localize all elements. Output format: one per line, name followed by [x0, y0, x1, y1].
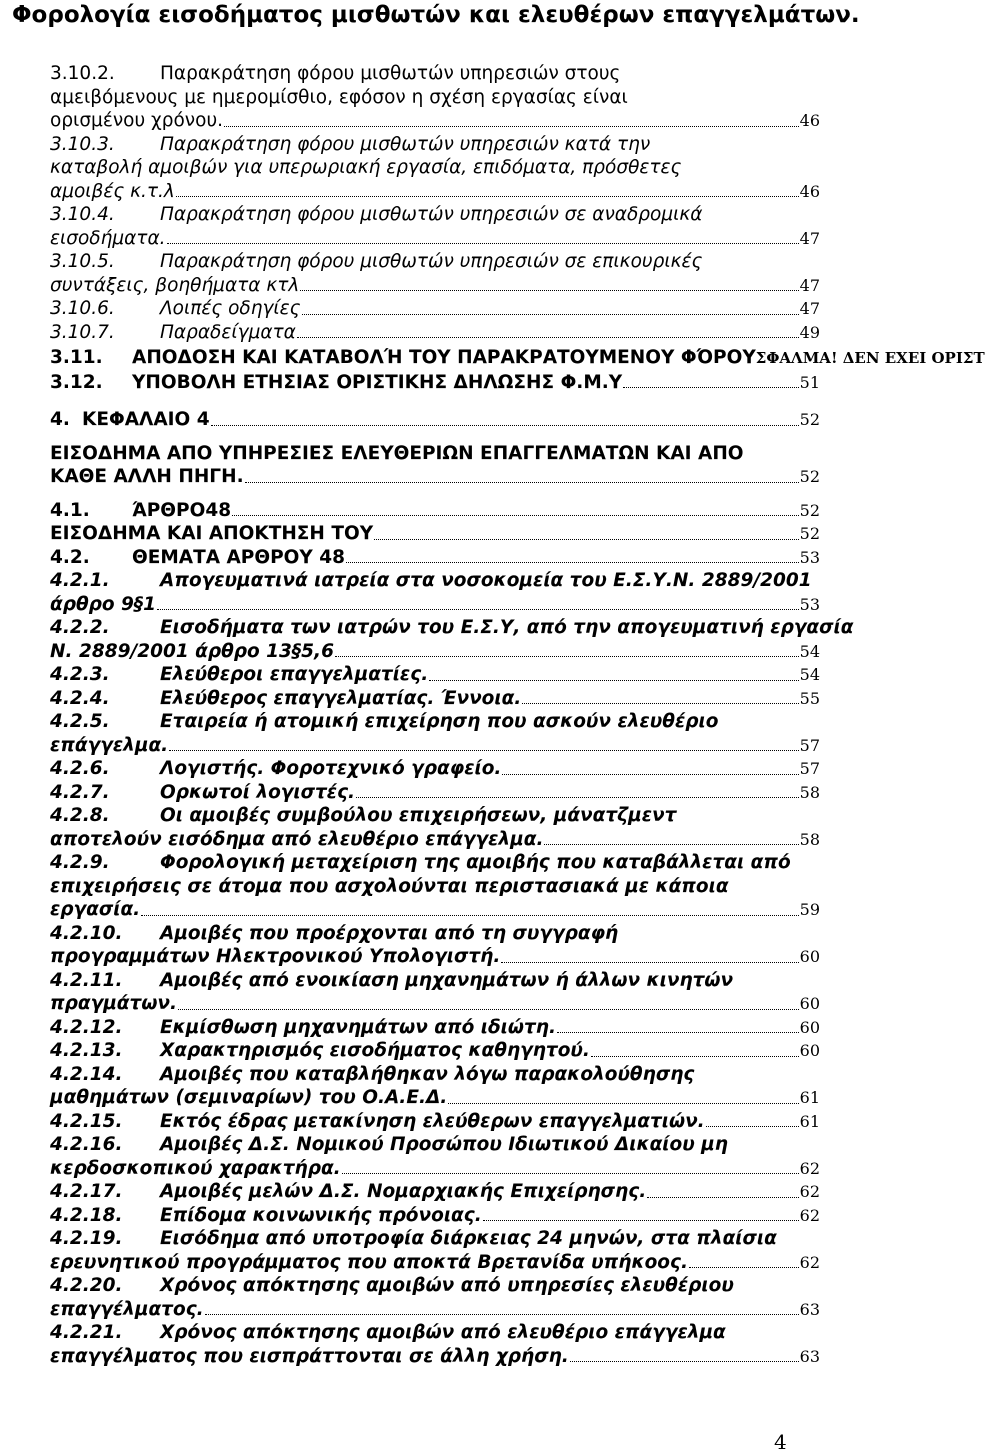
toc-entry[interactable] — [50, 546, 820, 570]
dot-leader — [211, 424, 799, 426]
toc-entry-title: καταβολή αμοιβών για υπερωριακή εργασία, επιδόματα, πρόσθετες — [50, 157, 682, 178]
toc-entry[interactable] — [50, 1180, 820, 1204]
toc-entry-title: μαθημάτων (σεμιναρίων) του Ο.Α.Ε.Δ. — [50, 1087, 448, 1108]
toc-entry[interactable] — [50, 1039, 820, 1063]
toc-entry[interactable] — [50, 1133, 820, 1180]
dot-leader — [591, 1055, 799, 1057]
toc-entry-title: Παραδείγματα — [160, 321, 296, 343]
toc-entry-title: κερδοσκοπικού χαρακτήρα. — [50, 1157, 341, 1179]
toc-page-number: 60 — [799, 947, 820, 966]
dot-leader — [245, 481, 799, 483]
toc-entry[interactable] — [50, 297, 820, 321]
toc-entry-number: 4.2.12. — [50, 1016, 123, 1038]
toc-entry-title: Αμοιβές Δ.Σ. Νομικού Προσώπου Ιδιωτικού Δικαίου μη — [160, 1134, 728, 1155]
toc-entry-title: επιχειρήσεις σε άτομα που ασχολούνται περιστασιακά με κάποια — [50, 875, 729, 897]
toc-entry[interactable] — [50, 757, 820, 781]
toc-page-number: 54 — [799, 641, 820, 661]
toc-entry-title: Ν. 2889/2001 άρθρο 13§5,6 — [50, 640, 334, 662]
toc-entry-title: Παρακράτηση φόρου μισθωτών υπηρεσιών κατά την — [160, 133, 651, 155]
dot-leader — [141, 914, 798, 916]
dot-leader — [176, 195, 799, 197]
toc-entry-title: Φορολογική μεταχείριση της αμοιβής που καταβάλλεται από — [160, 852, 791, 873]
toc-error-text: ΣΦΑΛΜΑ! ΔΕΝ ΕΧΕΙ ΟΡΙΣΤ — [755, 349, 985, 367]
toc-page-number: 54 — [799, 665, 820, 684]
dot-leader — [483, 1219, 799, 1221]
toc-entry-title: Λοιπές οδηγίες — [160, 298, 301, 319]
toc-entry[interactable] — [50, 442, 820, 489]
toc-page-number: 58 — [799, 829, 820, 849]
toc-entry-number: 3.11. — [50, 347, 103, 368]
toc-page-number: 60 — [799, 1041, 820, 1060]
toc-page-number: 63 — [799, 1299, 820, 1319]
toc-entry-title: Αμοιβές που προέρχονται από τη συγγραφή — [160, 922, 619, 944]
toc-entry[interactable] — [50, 1016, 820, 1040]
toc-entry[interactable] — [50, 408, 820, 432]
dot-leader — [501, 961, 798, 963]
toc-entry-number: 4.2.11. — [50, 969, 123, 991]
toc-entry-title: Παρακράτηση φόρου μισθωτών υπηρεσιών στους — [160, 63, 621, 84]
toc-entry[interactable] — [50, 321, 820, 345]
toc-entry-title: ΕΙΣΟΔΗΜΑ ΚΑΙ ΑΠΟΚΤΗΣΗ ΤΟΥ — [50, 523, 374, 544]
toc-entry[interactable] — [50, 1321, 820, 1368]
dot-leader — [300, 289, 798, 291]
dot-leader — [342, 1172, 799, 1174]
toc-entry-number: 4.2.21. — [50, 1322, 123, 1343]
toc-page-number: 49 — [799, 322, 820, 342]
dot-leader — [448, 1102, 798, 1104]
dot-leader — [169, 749, 798, 751]
toc-entry[interactable] — [50, 1227, 820, 1274]
toc-entry-title: προγραμμάτων Ηλεκτρονικού Υπολογιστή. — [50, 946, 501, 967]
toc-entry-number: 3.10.6. — [50, 298, 115, 319]
toc-entry-title: ΕΙΣΟΔΗΜΑ ΑΠΟ ΥΠΗΡΕΣΙΕΣ ΕΛΕΥΘΕΡΙΩΝ ΕΠΑΓΓΕΛΜΑΤΩΝ ΚΑΙ ΑΠΟ — [50, 442, 744, 464]
toc-page-number: 58 — [799, 782, 820, 802]
toc-entry-title: Χρόνος απόκτησης αμοιβών από ελευθέριο επάγγελμα — [160, 1322, 726, 1343]
dot-leader — [429, 679, 798, 681]
toc-entry-title: εισοδήματα. — [50, 227, 166, 249]
toc-entry[interactable] — [50, 663, 820, 687]
toc-entry-title: ΆΡΘΡΟ48 — [132, 499, 232, 521]
toc-entry[interactable] — [50, 522, 820, 546]
toc-page-number: 61 — [799, 1111, 820, 1131]
dot-leader — [502, 773, 798, 775]
toc-entry-title: Απογευματινά ιατρεία στα νοσοκομεία του Ε.Σ.Υ.Ν. 2889/2001 — [160, 570, 812, 591]
toc-entry[interactable] — [50, 569, 820, 616]
toc-page-number: 52 — [799, 524, 820, 543]
toc-entry-number: 4.2.5. — [50, 711, 110, 732]
toc-entry-number: 4.2.16. — [50, 1134, 123, 1155]
toc-entry-number: 4.2.13. — [50, 1040, 123, 1061]
toc-entry[interactable] — [50, 922, 820, 969]
dot-leader — [205, 1313, 799, 1315]
toc-entry-number: 3.12. — [50, 371, 103, 393]
table-of-contents — [50, 62, 985, 1368]
toc-page-number: 46 — [799, 181, 820, 201]
toc-entry-title: Αμοιβές από ενοικίαση μηχανημάτων ή άλλων κινητών — [160, 969, 734, 991]
toc-entry-number: 4.2.14. — [50, 1063, 123, 1085]
toc-entry[interactable] — [50, 616, 854, 663]
toc-page-number: 53 — [799, 594, 820, 614]
toc-entry-title: Ορκωτοί λογιστές. — [160, 781, 356, 803]
toc-entry-title: εργασία. — [50, 899, 141, 920]
toc-entry-number: 4.2. — [50, 546, 90, 568]
toc-page-number: 47 — [799, 299, 820, 318]
toc-entry-number: 4.2.19. — [50, 1228, 123, 1249]
toc-entry-title: ΘΕΜΑΤΑ ΑΡΘΡΟΥ 48 — [132, 546, 345, 568]
toc-entry-title: αποτελούν εισόδημα από ελευθέριο επάγγελμα. — [50, 828, 544, 850]
toc-entry-title: Εκμίσθωση μηχανημάτων από ιδιώτη. — [160, 1016, 556, 1038]
dot-leader — [623, 386, 798, 388]
toc-entry-title: συντάξεις, βοηθήματα κτλ — [50, 274, 300, 296]
toc-entry-title: Ελεύθεροι επαγγελματίες. — [160, 664, 429, 685]
toc-entry-number: 3.10.3. — [50, 133, 115, 155]
dot-leader — [689, 1266, 799, 1268]
toc-page-number: 52 — [799, 467, 820, 486]
toc-entry[interactable] — [50, 710, 820, 757]
dot-leader — [346, 561, 799, 563]
toc-entry-number: 3.10.2. — [50, 63, 115, 84]
toc-entry-number: 4.2.9. — [50, 852, 110, 873]
toc-entry[interactable] — [50, 687, 820, 711]
toc-entry[interactable] — [50, 781, 820, 805]
toc-entry[interactable] — [50, 371, 820, 395]
toc-entry-number: 4.2.15. — [50, 1110, 123, 1132]
toc-entry-title: Χρόνος απόκτησης αμοιβών από υπηρεσίες ελευθέριου — [160, 1275, 734, 1296]
toc-entry-title: ΥΠΟΒΟΛΗ ΕΤΗΣΙΑΣ ΟΡΙΣΤΙΚΗΣ ΔΗΛΩΣΗΣ Φ.Μ.Υ — [132, 371, 623, 393]
toc-entry-title: επάγγελμα. — [50, 734, 169, 756]
page-header: Φορολογία εισοδήματος μισθωτών και ελευθέρων επαγγελμάτων. — [12, 2, 860, 28]
dot-leader — [178, 1008, 799, 1010]
toc-entry-number: 4.2.10. — [50, 922, 123, 944]
toc-page-number: 61 — [799, 1088, 820, 1107]
toc-entry-title: Εισοδήματα των ιατρών του Ε.Σ.Υ, από την απογευματινή εργασία — [160, 617, 854, 638]
toc-page-number: 52 — [799, 500, 820, 520]
dot-leader — [544, 843, 798, 845]
toc-entry[interactable] — [50, 203, 820, 250]
toc-entry-number: 4.2.6. — [50, 758, 110, 779]
dot-leader — [297, 336, 799, 338]
toc-entry-number: 4. — [50, 409, 70, 430]
toc-page-number: 63 — [799, 1346, 820, 1366]
toc-entry-title: ΚΕΦΑΛΑΙΟ 4 — [82, 409, 210, 430]
toc-entry-title: ορισμένου χρόνου. — [50, 110, 224, 131]
toc-entry-title: Παρακράτηση φόρου μισθωτών υπηρεσιών σε αναδρομικά — [160, 204, 703, 225]
toc-page-number: 55 — [799, 688, 820, 708]
toc-entry-title: Επίδομα κοινωνικής πρόνοιας. — [160, 1204, 482, 1226]
toc-page-number: 51 — [799, 372, 820, 392]
dot-leader — [232, 514, 799, 516]
toc-entry-title: αμειβόμενους με ημερομίσθιο, εφόσον η σχέση εργασίας είναι — [50, 86, 628, 108]
toc-entry[interactable] — [50, 62, 820, 133]
toc-entry-title: Παρακράτηση φόρου μισθωτών υπηρεσιών σε επικουρικές — [160, 251, 703, 272]
toc-entry-title: Ελεύθερος επαγγελματίας. Έννοια. — [160, 687, 522, 709]
dot-leader — [224, 125, 799, 127]
dot-leader — [706, 1125, 799, 1127]
toc-entry[interactable] — [50, 250, 820, 297]
toc-entry[interactable] — [50, 1204, 820, 1228]
toc-page-number: 62 — [799, 1158, 820, 1178]
toc-entry-title: Εκτός έδρας μετακίνηση ελεύθερων επαγγελματιών. — [160, 1110, 705, 1132]
toc-page-number: 47 — [799, 275, 820, 295]
toc-entry-title: ΚΑΘΕ ΑΛΛΗ ΠΗΓΗ. — [50, 466, 244, 487]
toc-entry-number: 4.2.7. — [50, 781, 110, 803]
toc-entry-number: 4.2.18. — [50, 1204, 123, 1226]
toc-page-number: 57 — [799, 735, 820, 755]
toc-entry[interactable] — [50, 1063, 820, 1110]
toc-entry-number: 4.2.3. — [50, 664, 110, 685]
toc-entry[interactable] — [50, 1274, 820, 1321]
toc-entry-title: Εταιρεία ή ατομική επιχείρηση που ασκούν ελευθέριο — [160, 711, 719, 732]
toc-entry-title: Χαρακτηρισμός εισοδήματος καθηγητού. — [160, 1040, 590, 1061]
toc-page-number: 60 — [799, 994, 820, 1013]
toc-entry[interactable] — [50, 969, 820, 1016]
toc-entry-title: Λογιστής. Φοροτεχνικό γραφείο. — [160, 758, 502, 779]
toc-entry-title: αμοιβές κ.τ.λ — [50, 180, 175, 202]
dot-leader — [647, 1196, 798, 1198]
page-number: 4 — [774, 1430, 787, 1454]
dot-leader — [522, 702, 798, 704]
dot-leader — [302, 313, 799, 315]
dot-leader — [557, 1031, 799, 1033]
toc-page-number: 52 — [799, 410, 820, 429]
toc-entry-title: Αμοιβές μελών Δ.Σ. Νομαρχιακής Επιχείρησης. — [160, 1181, 647, 1202]
toc-entry[interactable] — [50, 1110, 820, 1134]
toc-entry-title: πραγμάτων. — [50, 993, 178, 1014]
toc-entry[interactable] — [50, 499, 820, 523]
toc-entry-number: 4.2.4. — [50, 687, 110, 709]
toc-entry[interactable] — [50, 133, 820, 204]
toc-page-number: 46 — [799, 111, 820, 130]
toc-entry-title: επαγγέλματος. — [50, 1298, 204, 1320]
dot-leader — [570, 1360, 799, 1362]
toc-entry[interactable] — [50, 851, 820, 922]
toc-page-number: 62 — [799, 1252, 820, 1272]
toc-page-number: 57 — [799, 759, 820, 778]
toc-entry-number: 3.10.5. — [50, 251, 115, 272]
toc-page-number: 59 — [799, 900, 820, 919]
toc-entry-number: 4.2.2. — [50, 617, 110, 638]
toc-entry-title: Οι αμοιβές συμβούλου επιχειρήσεων, μάνατζμεντ — [160, 805, 677, 826]
toc-entry-title: άρθρο 9§1 — [50, 593, 157, 615]
toc-entry-number: 4.2.8. — [50, 805, 110, 826]
toc-entry-number: 4.2.17. — [50, 1181, 123, 1202]
dot-leader — [356, 796, 799, 798]
toc-entry-number: 4.1. — [50, 499, 90, 521]
toc-entry-title: ερευνητικού προγράμματος που αποκτά Βρετανίδα υπήκοος. — [50, 1251, 689, 1273]
toc-page-number: 60 — [799, 1017, 820, 1037]
toc-entry-number: 3.10.4. — [50, 204, 115, 225]
toc-entry-number: 4.2.20. — [50, 1275, 123, 1296]
toc-entry-title: επαγγέλματος που εισπράττονται σε άλλη χρήση. — [50, 1345, 569, 1367]
toc-page-number: 62 — [799, 1205, 820, 1225]
toc-entry-number: 4.2.1. — [50, 570, 110, 591]
dot-leader — [157, 608, 799, 610]
toc-page-number: 62 — [799, 1182, 820, 1201]
toc-entry-number: 3.10.7. — [50, 321, 115, 343]
toc-page-number: 53 — [799, 547, 820, 567]
toc-entry[interactable] — [50, 346, 985, 371]
dot-leader — [335, 655, 799, 657]
toc-entry[interactable] — [50, 804, 820, 851]
toc-entry-title: ΑΠΟΔΟΣΗ ΚΑΙ ΚΑΤΑΒΟΛΉ ΤΟΥ ΠΑΡΑΚΡΑΤΟΥΜΕΝΟΥ ΦΌΡΟΥ — [132, 347, 756, 368]
toc-page-number: 47 — [799, 228, 820, 248]
toc-entry-title: Εισόδημα από υποτροφία διάρκειας 24 μηνών, στα πλαίσια — [160, 1228, 777, 1249]
dot-leader — [374, 538, 799, 540]
dot-leader — [167, 242, 799, 244]
toc-entry-title: Αμοιβές που καταβλήθηκαν λόγω παρακολούθησης — [160, 1063, 695, 1085]
